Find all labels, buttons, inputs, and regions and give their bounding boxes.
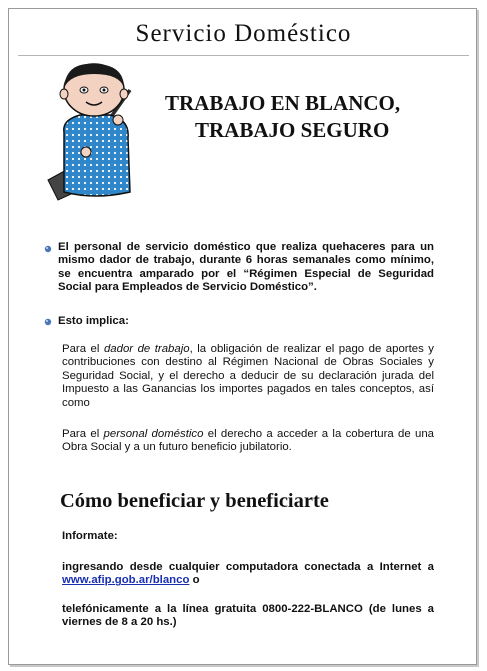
internet-paragraph — [62, 561, 434, 588]
employee-prefix: Para el — [62, 428, 104, 440]
headline-line-1: TRABAJO EN BLANCO, — [165, 91, 401, 115]
employer-emphasis: dador de trabajo — [103, 343, 190, 355]
headline-line-2: TRABAJO SEGURO — [195, 118, 390, 142]
informate-label: Informate: — [62, 530, 118, 542]
page-title: Servicio Doméstico — [135, 20, 352, 47]
employer-text: , la obligación de realizar el pago de aportes y contribuciones con destino al Régimen Nacional de Obras Sociales y Seguridad Social, y el derecho a deducir de su declaración jurada del Impuesto a las Ganancias los importes pagados en tales conceptos, así como — [62, 343, 434, 409]
employee-emphasis: personal doméstico — [103, 428, 204, 440]
employee-text: el derecho a acceder a la cobertura de una Obra Social y a un futuro beneficio jubilatorio. — [62, 428, 434, 454]
headline — [165, 90, 455, 144]
bullet-icon — [44, 245, 52, 253]
implica-label: Esto implica: — [58, 315, 129, 327]
bullet-icon — [44, 318, 52, 326]
internet-text: ingresando desde cualquier computadora conectada a Internet a — [62, 561, 434, 573]
employer-paragraph — [62, 343, 434, 410]
header-divider — [18, 55, 469, 56]
section-title: Cómo beneficiar y beneficiarte — [60, 490, 329, 512]
phone-paragraph: telefónicamente a la línea gratuita 0800-222-BLANCO (de lunes a viernes de 8 a 20 hs.) — [62, 603, 434, 629]
employee-paragraph — [62, 428, 434, 455]
employer-prefix: Para el — [62, 343, 104, 355]
link-suffix: o — [189, 574, 200, 587]
intro-paragraph: El personal de servicio doméstico que realiza quehaceres para un mismo dador de trabajo, durante 6 horas semanales como mínimo, se encuentra amparado por el “Régimen Especial de Seguridad Social para Empleados de Servicio Doméstico”. — [58, 241, 434, 294]
afip-link[interactable]: www.afip.gob.ar/blanco — [62, 574, 190, 587]
maid-illustration — [40, 60, 150, 202]
